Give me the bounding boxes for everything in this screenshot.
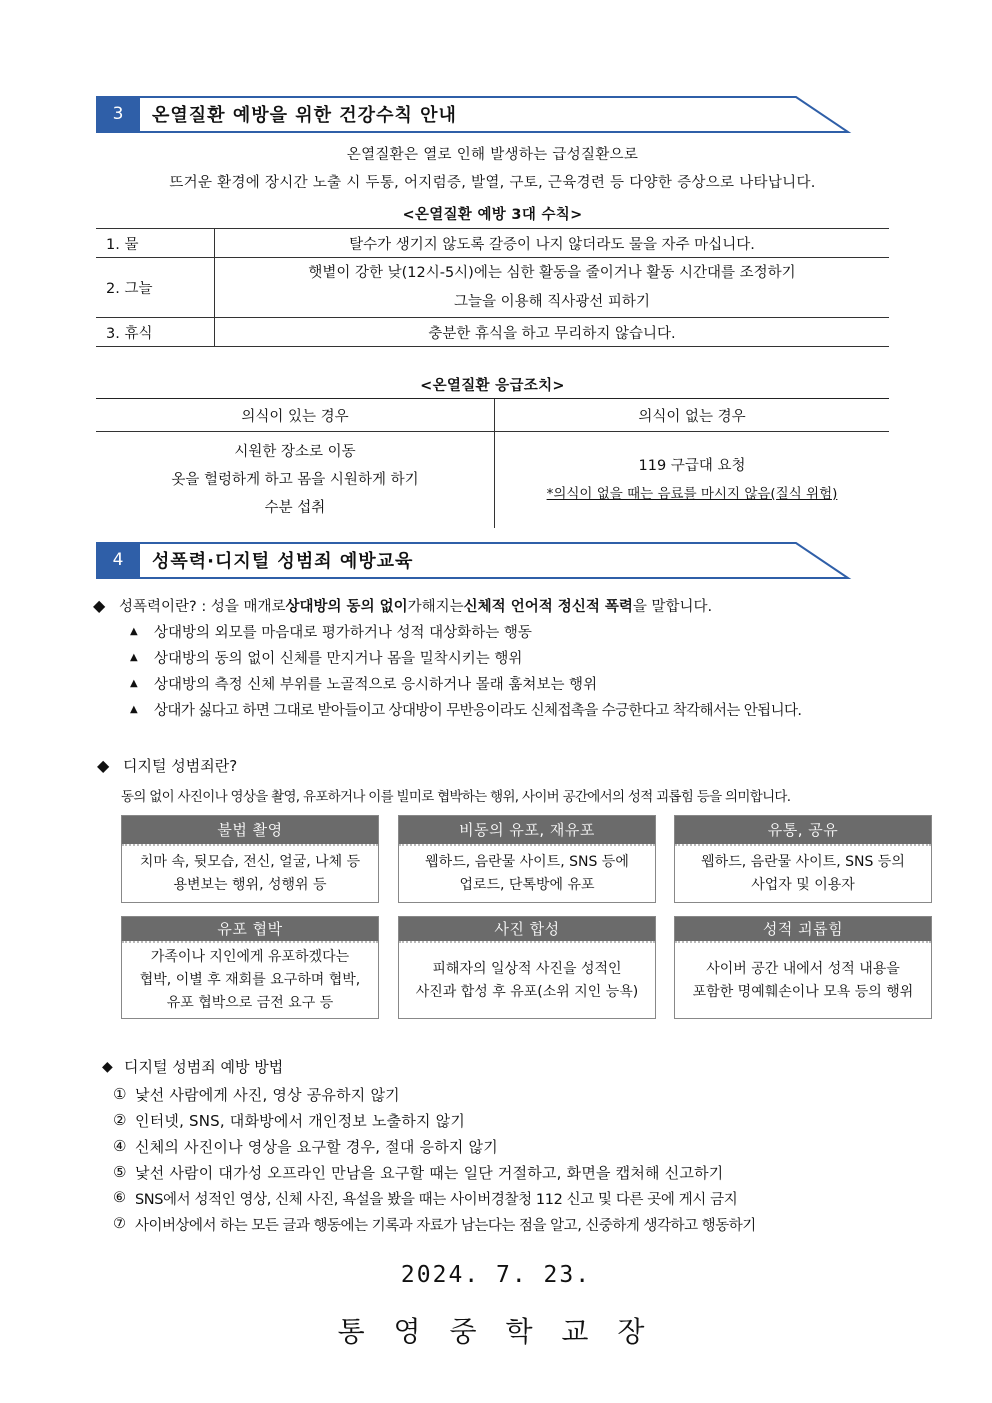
card-text: 사진과 합성 후 유포(소위 지인 능욕): [415, 983, 639, 1000]
definition-text: 을 말합니다.: [632, 599, 713, 615]
item-text: 신체의 사진이나 영상을 요구할 경우, 절대 응하지 않기: [135, 1137, 498, 1156]
list-item: [130, 696, 801, 722]
card-text: 가족이나 지인에게 유포하겠다는: [150, 949, 350, 965]
card-title: 불법 촬영: [122, 816, 378, 844]
definition-text: 성폭력이란? : 성을 매개로: [119, 599, 286, 615]
conscious-step: 옷을 헐렁하게 하고 몸을 시원하게 하기: [171, 471, 419, 488]
conscious-step: 시원한 장소로 이동: [234, 443, 356, 460]
section-4-header: [96, 542, 852, 580]
triangle-icon: ▲: [130, 651, 138, 663]
item-text: SNS에서 성적인 영상, 신체 사진, 욕설을 봤을 때는 사이버경찰청 112 신고 및 다른 곳에 게시 금지: [135, 1191, 738, 1208]
card-text: 협박, 이별 후 재회를 요구하며 협박,: [139, 972, 361, 988]
unconscious-header: 의식이 없는 경우: [495, 399, 890, 432]
table-row: [96, 229, 889, 258]
item-text: 낯선 사람이 대가성 오프라인 만남을 요구할 때는 일단 거절하고, 화면을 캡처해 신고하기: [135, 1163, 724, 1182]
section-3-header: [96, 96, 852, 134]
school-principal-signature: 통 영 중 학 교 장: [337, 1315, 655, 1348]
item-text: 낯선 사람에게 사진, 영상 공유하지 않기: [135, 1085, 400, 1104]
diamond-icon: ◆: [93, 596, 106, 615]
section-title: 온열질환 예방을 위한 건강수칙 안내: [152, 105, 457, 126]
item-text: 인터넷, SNS, 대화방에서 개인정보 노출하지 않기: [135, 1111, 466, 1130]
definition-text: 가해지는: [407, 599, 464, 615]
list-item: [130, 644, 801, 670]
list-item: [130, 670, 801, 696]
example-text: 상대방의 동의 없이 신체를 만지거나 몸을 밀착시키는 행위: [154, 650, 523, 667]
conscious-step: 수분 섭취: [264, 499, 326, 516]
first-aid-title: <온열질환 응급조치>: [420, 378, 565, 394]
assault-definition: [93, 595, 712, 616]
triangle-icon: ▲: [130, 677, 138, 689]
unconscious-note: *의식이 없을 때는 음료를 마시지 않음(질식 위험): [546, 485, 838, 502]
intro-line-2: 뜨거운 환경에 장시간 노출 시 두통, 어지럼증, 발열, 구토, 근육경련 등 다양한 증상으로 나타납니다.: [169, 175, 816, 191]
rule-text: 그늘을 이용해 직사광선 피하기: [454, 293, 650, 310]
intro-line-1: 온열질환은 열로 인해 발생하는 급성질환으로: [346, 147, 639, 163]
triangle-icon: ▲: [130, 703, 138, 715]
first-aid-table: [96, 398, 889, 528]
rule-key: 3. 휴식: [96, 318, 215, 347]
item-number: ①: [113, 1085, 127, 1103]
crime-card: [674, 916, 932, 1019]
digital-crime-definition: 동의 없이 사진이나 영상을 촬영, 유포하거나 이를 빌미로 협박하는 행위, 사이버 공간에서의 성적 괴롭힘 등을 의미합니다.: [121, 789, 791, 805]
digital-crime-title: 디지털 성범죄란?: [123, 757, 238, 775]
diamond-icon: ◆: [102, 1058, 113, 1075]
conscious-header: 의식이 있는 경우: [96, 399, 495, 432]
card-title: 비동의 유포, 재유포: [399, 816, 655, 844]
card-text: 업로드, 단톡방에 유포: [459, 877, 595, 893]
item-number: ⑤: [113, 1163, 127, 1181]
section-number: 3: [96, 96, 140, 132]
section-title: 성폭력·디지털 성범죄 예방교육: [152, 551, 414, 572]
card-text: 치마 속, 뒷모습, 전신, 얼굴, 나체 등: [139, 854, 361, 870]
card-text: 웹하드, 음란물 사이트, SNS 등의: [701, 854, 905, 870]
card-text: 용변보는 행위, 성행위 등: [173, 877, 327, 893]
card-text: 피해자의 일상적 사진을 성적인: [432, 960, 622, 977]
card-title: 유통, 공유: [675, 816, 931, 844]
unconscious-step: 119 구급대 요청: [638, 457, 746, 474]
card-title: 유포 협박: [122, 917, 378, 941]
card-text: 포함한 명예훼손이나 모욕 등의 행위: [692, 983, 914, 1000]
list-item: [113, 1133, 756, 1159]
card-text: 웹하드, 음란물 사이트, SNS 등에: [425, 854, 629, 870]
definition-emphasis: 신체적 언어적 정신적 폭력: [463, 599, 633, 615]
crime-card: [121, 916, 379, 1019]
rule-key: 1. 물: [96, 229, 215, 258]
prevention-list: [113, 1081, 756, 1237]
example-text: 상대가 싫다고 하면 그대로 받아들이고 상대방이 무반응이라도 신체접촉을 수긍한다고 착각해서는 안됩니다.: [154, 702, 802, 719]
prevention-heading: [102, 1056, 283, 1077]
item-number: ⑥: [113, 1190, 126, 1206]
item-number: ④: [113, 1137, 127, 1155]
card-text: 사이버 공간 내에서 성적 내용을: [706, 960, 900, 977]
card-title: 성적 괴롭힘: [675, 917, 931, 941]
rule-text: 햇볕이 강한 낮(12시-5시)에는 심한 활동을 줄이거나 활동 시간대를 조정하기: [308, 264, 796, 281]
rule-text: 탈수가 생기지 않도록 갈증이 나지 않더라도 물을 자주 마십니다.: [215, 229, 890, 258]
item-number: ⑦: [113, 1216, 126, 1232]
item-number: ②: [113, 1111, 127, 1129]
triangle-icon: ▲: [130, 625, 138, 637]
crime-card: [674, 815, 932, 903]
crime-card: [121, 815, 379, 903]
rule-text: 충분한 휴식을 하고 무리하지 않습니다.: [215, 318, 890, 347]
definition-emphasis: 상대방의 동의 없이: [285, 599, 408, 615]
list-item: [113, 1107, 756, 1133]
card-text: 사업자 및 이용자: [751, 877, 855, 893]
table-row: [96, 258, 889, 318]
example-text: 상대방의 외모를 마음대로 평가하거나 성적 대상화하는 행동: [154, 624, 532, 641]
list-item: [113, 1185, 756, 1211]
digital-crime-heading: [97, 755, 237, 776]
prevention-title: 디지털 성범죄 예방 방법: [124, 1058, 284, 1076]
rules-title: <온열질환 예방 3대 수칙>: [402, 207, 583, 223]
rule-key: 2. 그늘: [96, 258, 215, 318]
table-row: [96, 318, 889, 347]
crime-card: [398, 916, 656, 1019]
prevention-rules-table: [96, 228, 889, 347]
list-item: [113, 1081, 756, 1107]
card-title: 사진 합성: [399, 917, 655, 941]
list-item: [113, 1211, 756, 1237]
document-date: 2024. 7. 23.: [400, 1262, 592, 1288]
list-item: [130, 618, 801, 644]
assault-examples: [130, 618, 801, 722]
item-text: 사이버상에서 하는 모든 글과 행동에는 기록과 자료가 남는다는 점을 알고, 신중하게 생각하고 행동하기: [135, 1217, 756, 1234]
diamond-icon: ◆: [97, 756, 110, 775]
crime-card: [398, 815, 656, 903]
section-number: 4: [96, 542, 140, 578]
card-text: 유포 협박으로 금전 요구 등: [166, 995, 334, 1011]
list-item: [113, 1159, 756, 1185]
example-text: 상대방의 측정 신체 부위를 노골적으로 응시하거나 몰래 훔쳐보는 행위: [154, 676, 598, 693]
